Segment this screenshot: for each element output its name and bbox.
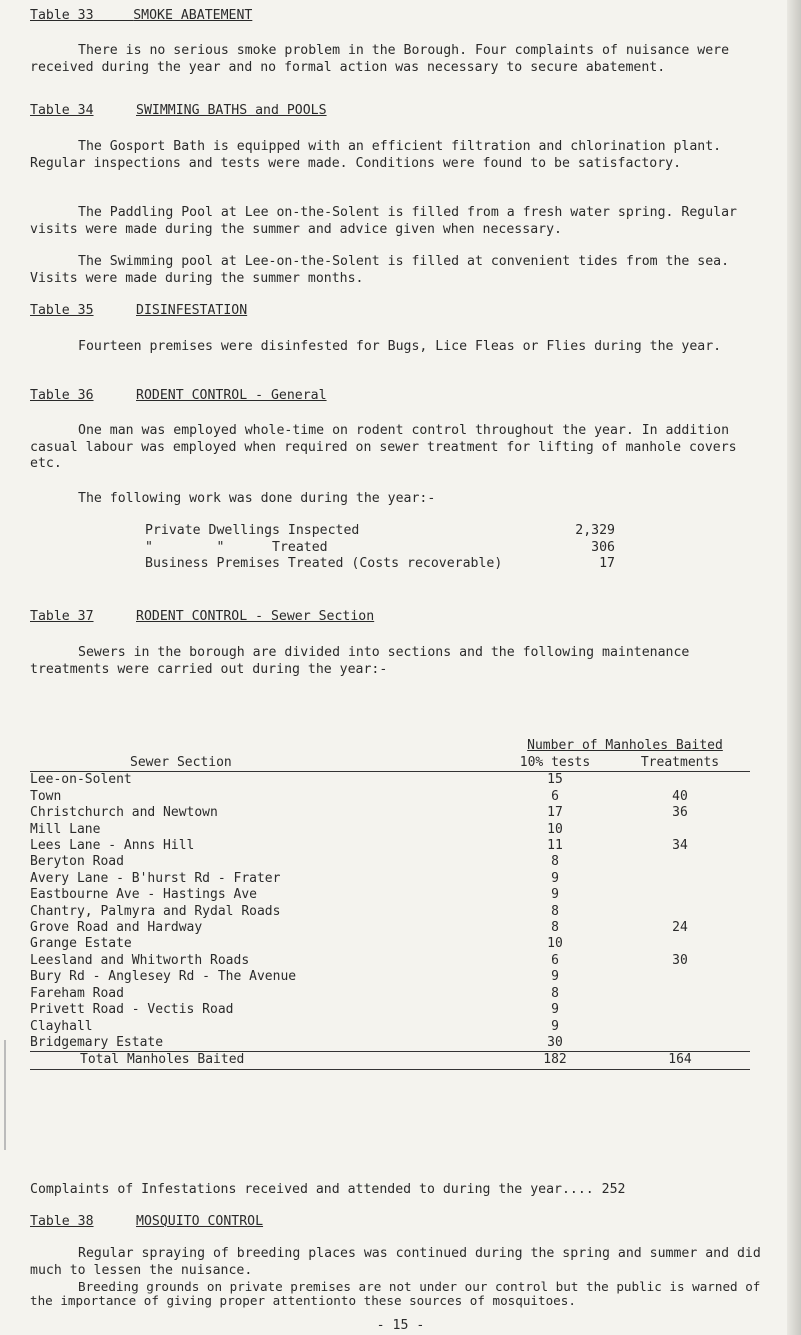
rodent-work-intro: The following work was done during the year:- (78, 491, 436, 506)
table-row: Eastbourne Ave - Hastings Ave 9 (30, 887, 559, 903)
col-section-header: Sewer Section (30, 755, 500, 772)
page-edge-shadow (787, 0, 801, 1335)
margin-mark (4, 1040, 6, 1150)
mosquito-paragraph-2: Breeding grounds on private premises are not under our control but the public is warned of the importance of giving proper attentionto these sources of mosquitoes. (30, 1279, 761, 1308)
sewer-section-table (30, 738, 750, 1070)
table-row: Leesland and Whitworth Roads 6 30 (30, 952, 688, 968)
table-total-row (30, 1052, 750, 1069)
table-row: Beryton Road 8 (30, 854, 559, 870)
total-tests: 182 (500, 1052, 610, 1069)
page-number: - 15 - (376, 1318, 425, 1333)
total-label: Total Manholes Baited (30, 1052, 500, 1069)
baths-paragraph-1: The Gosport Bath is equipped with an efficient filtration and chlorination plant. Regular inspections and tests were made. Conditions were found to be satisfactory. (30, 139, 722, 171)
table-row: Grove Road and Hardway 8 24 (30, 920, 688, 936)
table-row: Fareham Road 8 (30, 985, 559, 1001)
table-36-heading: Table 36 RODENT CONTROL - General (30, 388, 327, 403)
table-group-header-row (30, 738, 750, 755)
disinfestation-paragraph: Fourteen premises were disinfested for Bugs, Lice Fleas or Flies during the year. (78, 339, 722, 354)
table-row: Privett Road - Vectis Road 9 (30, 1002, 559, 1018)
table-35-heading: Table 35 DISINFESTATION (30, 303, 248, 318)
smoke-paragraph: There is no serious smoke problem in the Borough. Four complaints of nuisance were received during the year and no formal action was necessary to secure abatement. (30, 43, 730, 75)
table-row: Christchurch and Newtown 17 36 (30, 805, 688, 821)
table-33-title: SMOKE ABATEMENT (133, 8, 253, 23)
complaints-line: Complaints of Infestations received and attended to during the year.... 252 (30, 1182, 626, 1197)
table-row: Lee-on-Solent 15 (30, 772, 563, 788)
table-row: Chantry, Palmyra and Rydal Roads 8 (30, 903, 559, 919)
table-38-heading: Table 38 MOSQUITO CONTROL (30, 1214, 264, 1229)
sewer-paragraph: Sewers in the borough are divided into sections and the following maintenance treatments were carried out during the year:- (30, 645, 690, 677)
table-row: Grange Estate 10 (30, 936, 563, 952)
work-row: Business Premises Treated (Costs recoverable) 17 (145, 556, 615, 572)
table-row: Town 6 40 (30, 788, 688, 804)
group-header: Number of Manholes Baited (527, 738, 723, 754)
mosquito-paragraph-1: Regular spraying of breeding places was continued during the spring and summer and did much to lessen the nuisance. (30, 1246, 761, 1278)
table-row: Mill Lane 10 (30, 821, 563, 837)
table-33-heading (30, 8, 252, 24)
rodent-general-paragraph: One man was employed whole-time on rodent control throughout the year. In addition casual labour was employed when required on sewer treatment for lifting of manhole covers etc. (30, 423, 737, 472)
work-row: " " Treated 306 (145, 539, 615, 555)
total-treatments: 164 (610, 1052, 750, 1069)
baths-paragraph-3: The Swimming pool at Lee-on-the-Solent is filled at convenient tides from the sea. Visits were made during the summer months. (30, 254, 730, 286)
table-header-row (30, 755, 750, 772)
table-row: Bridgemary Estate 30 (30, 1035, 750, 1052)
rodent-work-list (145, 523, 615, 573)
col-tests-header: 10% tests (500, 755, 610, 772)
table-row: Avery Lane - B'hurst Rd - Frater 9 (30, 870, 559, 886)
work-row: Private Dwellings Inspected 2,329 (145, 523, 615, 538)
table-33-number: Table 33 (30, 8, 94, 23)
baths-paragraph-2: The Paddling Pool at Lee on-the-Solent is filled from a fresh water spring. Regular visits were made during the summer and advice given when necessary. (30, 205, 737, 237)
table-37-heading: Table 37 RODENT CONTROL - Sewer Section (30, 609, 375, 624)
col-treatments-header: Treatments (610, 755, 750, 772)
table-row: Clayhall 9 (30, 1018, 559, 1034)
table-row: Bury Rd - Anglesey Rd - The Avenue 9 (30, 969, 559, 985)
table-34-heading: Table 34 SWIMMING BATHS and POOLS (30, 103, 327, 118)
table-row: Lees Lane - Anns Hill 11 34 (30, 838, 688, 854)
